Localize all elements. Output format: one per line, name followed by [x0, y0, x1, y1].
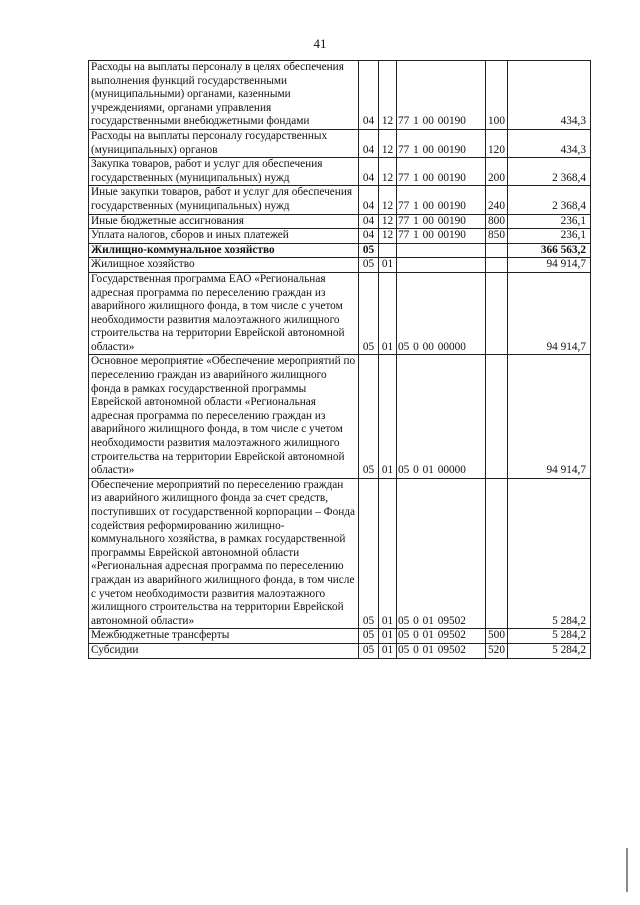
row-subsection-code [379, 243, 397, 258]
row-subsection-code: 01 [379, 272, 397, 355]
row-amount: 236,1 [508, 229, 591, 244]
row-target-article-code [397, 243, 486, 258]
row-expense-type-code: 240 [486, 186, 508, 214]
row-expense-type-code: 120 [486, 129, 508, 157]
row-subsection-code: 12 [379, 61, 397, 130]
table-row [89, 478, 591, 629]
row-amount: 5 284,2 [508, 478, 591, 629]
row-expense-type-code [486, 272, 508, 355]
row-subsection-code: 12 [379, 158, 397, 186]
row-subsection-code: 01 [379, 478, 397, 629]
row-name: Субсидии [89, 643, 359, 658]
table-row [89, 355, 591, 478]
budget-table [88, 60, 591, 659]
row-expense-type-code: 200 [486, 158, 508, 186]
row-target-article-code: 77 1 00 00190 [397, 214, 486, 229]
row-amount: 94 914,7 [508, 272, 591, 355]
row-section-code: 04 [359, 158, 379, 186]
row-expense-type-code [486, 478, 508, 629]
row-section-code: 05 [359, 629, 379, 644]
row-name: Межбюджетные трансферты [89, 629, 359, 644]
row-name: Основное мероприятие «Обеспечение мероприятий по переселению граждан из аварийного жилищного фонда в рамках государственной программы Еврейской автономной области «Региональная адресная программа по переселению граждан из аварийного жилищного фонда, в том числе с учетом необходимости развития малоэтажного жилищного строительства на территории Еврейской автономной области» [89, 355, 359, 478]
row-amount: 94 914,7 [508, 355, 591, 478]
row-expense-type-code: 100 [486, 61, 508, 130]
table-row [89, 629, 591, 644]
table-row [89, 643, 591, 658]
row-section-code: 04 [359, 214, 379, 229]
table-row [89, 158, 591, 186]
row-subsection-code: 12 [379, 186, 397, 214]
row-target-article-code: 77 1 00 00190 [397, 61, 486, 130]
row-expense-type-code [486, 258, 508, 273]
row-name: Расходы на выплаты персоналу государственных (муниципальных) органов [89, 129, 359, 157]
row-section-code: 05 [359, 258, 379, 273]
row-target-article-code [397, 258, 486, 273]
row-target-article-code: 77 1 00 00190 [397, 229, 486, 244]
table-row [89, 229, 591, 244]
row-target-article-code: 77 1 00 00190 [397, 186, 486, 214]
table-row [89, 61, 591, 130]
table-row [89, 214, 591, 229]
table-row [89, 272, 591, 355]
row-section-code: 05 [359, 272, 379, 355]
row-section-code: 04 [359, 229, 379, 244]
row-subsection-code: 12 [379, 129, 397, 157]
row-subsection-code: 01 [379, 643, 397, 658]
row-section-code: 05 [359, 243, 379, 258]
row-subsection-code: 01 [379, 355, 397, 478]
row-subsection-code: 01 [379, 258, 397, 273]
row-section-code: 04 [359, 129, 379, 157]
row-amount: 5 284,2 [508, 629, 591, 644]
scan-mark [626, 848, 628, 892]
row-section-code: 05 [359, 643, 379, 658]
row-name: Уплата налогов, сборов и иных платежей [89, 229, 359, 244]
row-target-article-code: 05 0 00 00000 [397, 272, 486, 355]
row-target-article-code: 05 0 01 09502 [397, 629, 486, 644]
row-name: Обеспечение мероприятий по переселению граждан из аварийного жилищного фонда за счет средств, поступивших от государственной корпорации – Фонда содействия реформированию жилищно-коммунального хозяйства, в рамках государственной программы Еврейской автономной области «Региональная адресная программа по переселению граждан из аварийного жилищного фонда, в том числе с учетом необходимости развития малоэтажного жилищного строительства на территории Еврейской автономной области» [89, 478, 359, 629]
row-subsection-code: 01 [379, 629, 397, 644]
row-expense-type-code: 520 [486, 643, 508, 658]
table-row [89, 129, 591, 157]
row-expense-type-code: 850 [486, 229, 508, 244]
row-section-code: 04 [359, 61, 379, 130]
row-expense-type-code: 500 [486, 629, 508, 644]
table-row [89, 258, 591, 273]
row-section-code: 05 [359, 478, 379, 629]
row-target-article-code: 05 0 01 09502 [397, 643, 486, 658]
table-row [89, 186, 591, 214]
row-section-code: 04 [359, 186, 379, 214]
row-subsection-code: 12 [379, 229, 397, 244]
row-name: Жилищное хозяйство [89, 258, 359, 273]
row-name: Иные бюджетные ассигнования [89, 214, 359, 229]
row-amount: 5 284,2 [508, 643, 591, 658]
row-name: Закупка товаров, работ и услуг для обеспечения государственных (муниципальных) нужд [89, 158, 359, 186]
row-expense-type-code: 800 [486, 214, 508, 229]
row-amount: 2 368,4 [508, 186, 591, 214]
row-amount: 434,3 [508, 129, 591, 157]
row-target-article-code: 05 0 01 09502 [397, 478, 486, 629]
table-row [89, 243, 591, 258]
row-amount: 236,1 [508, 214, 591, 229]
row-amount: 94 914,7 [508, 258, 591, 273]
row-section-code: 05 [359, 355, 379, 478]
row-expense-type-code [486, 355, 508, 478]
page-number: 41 [313, 36, 327, 51]
row-target-article-code: 77 1 00 00190 [397, 158, 486, 186]
row-name: Жилищно-коммунальное хозяйство [89, 243, 359, 258]
row-target-article-code: 77 1 00 00190 [397, 129, 486, 157]
row-amount: 366 563,2 [508, 243, 591, 258]
row-amount: 434,3 [508, 61, 591, 130]
row-subsection-code: 12 [379, 214, 397, 229]
row-name: Расходы на выплаты персоналу в целях обеспечения выполнения функций государственными (муниципальными) органами, казенными учреждениями, органами управления государственными внебюджетными фондами [89, 61, 359, 130]
row-expense-type-code [486, 243, 508, 258]
row-name: Государственная программа ЕАО «Региональная адресная программа по переселению граждан из аварийного жилищного фонда, в том числе с учетом необходимости развития малоэтажного жилищного строительства на территории Еврейской автономной области» [89, 272, 359, 355]
row-target-article-code: 05 0 01 00000 [397, 355, 486, 478]
row-name: Иные закупки товаров, работ и услуг для обеспечения государственных (муниципальных) нужд [89, 186, 359, 214]
row-amount: 2 368,4 [508, 158, 591, 186]
budget-table-body [89, 61, 591, 659]
